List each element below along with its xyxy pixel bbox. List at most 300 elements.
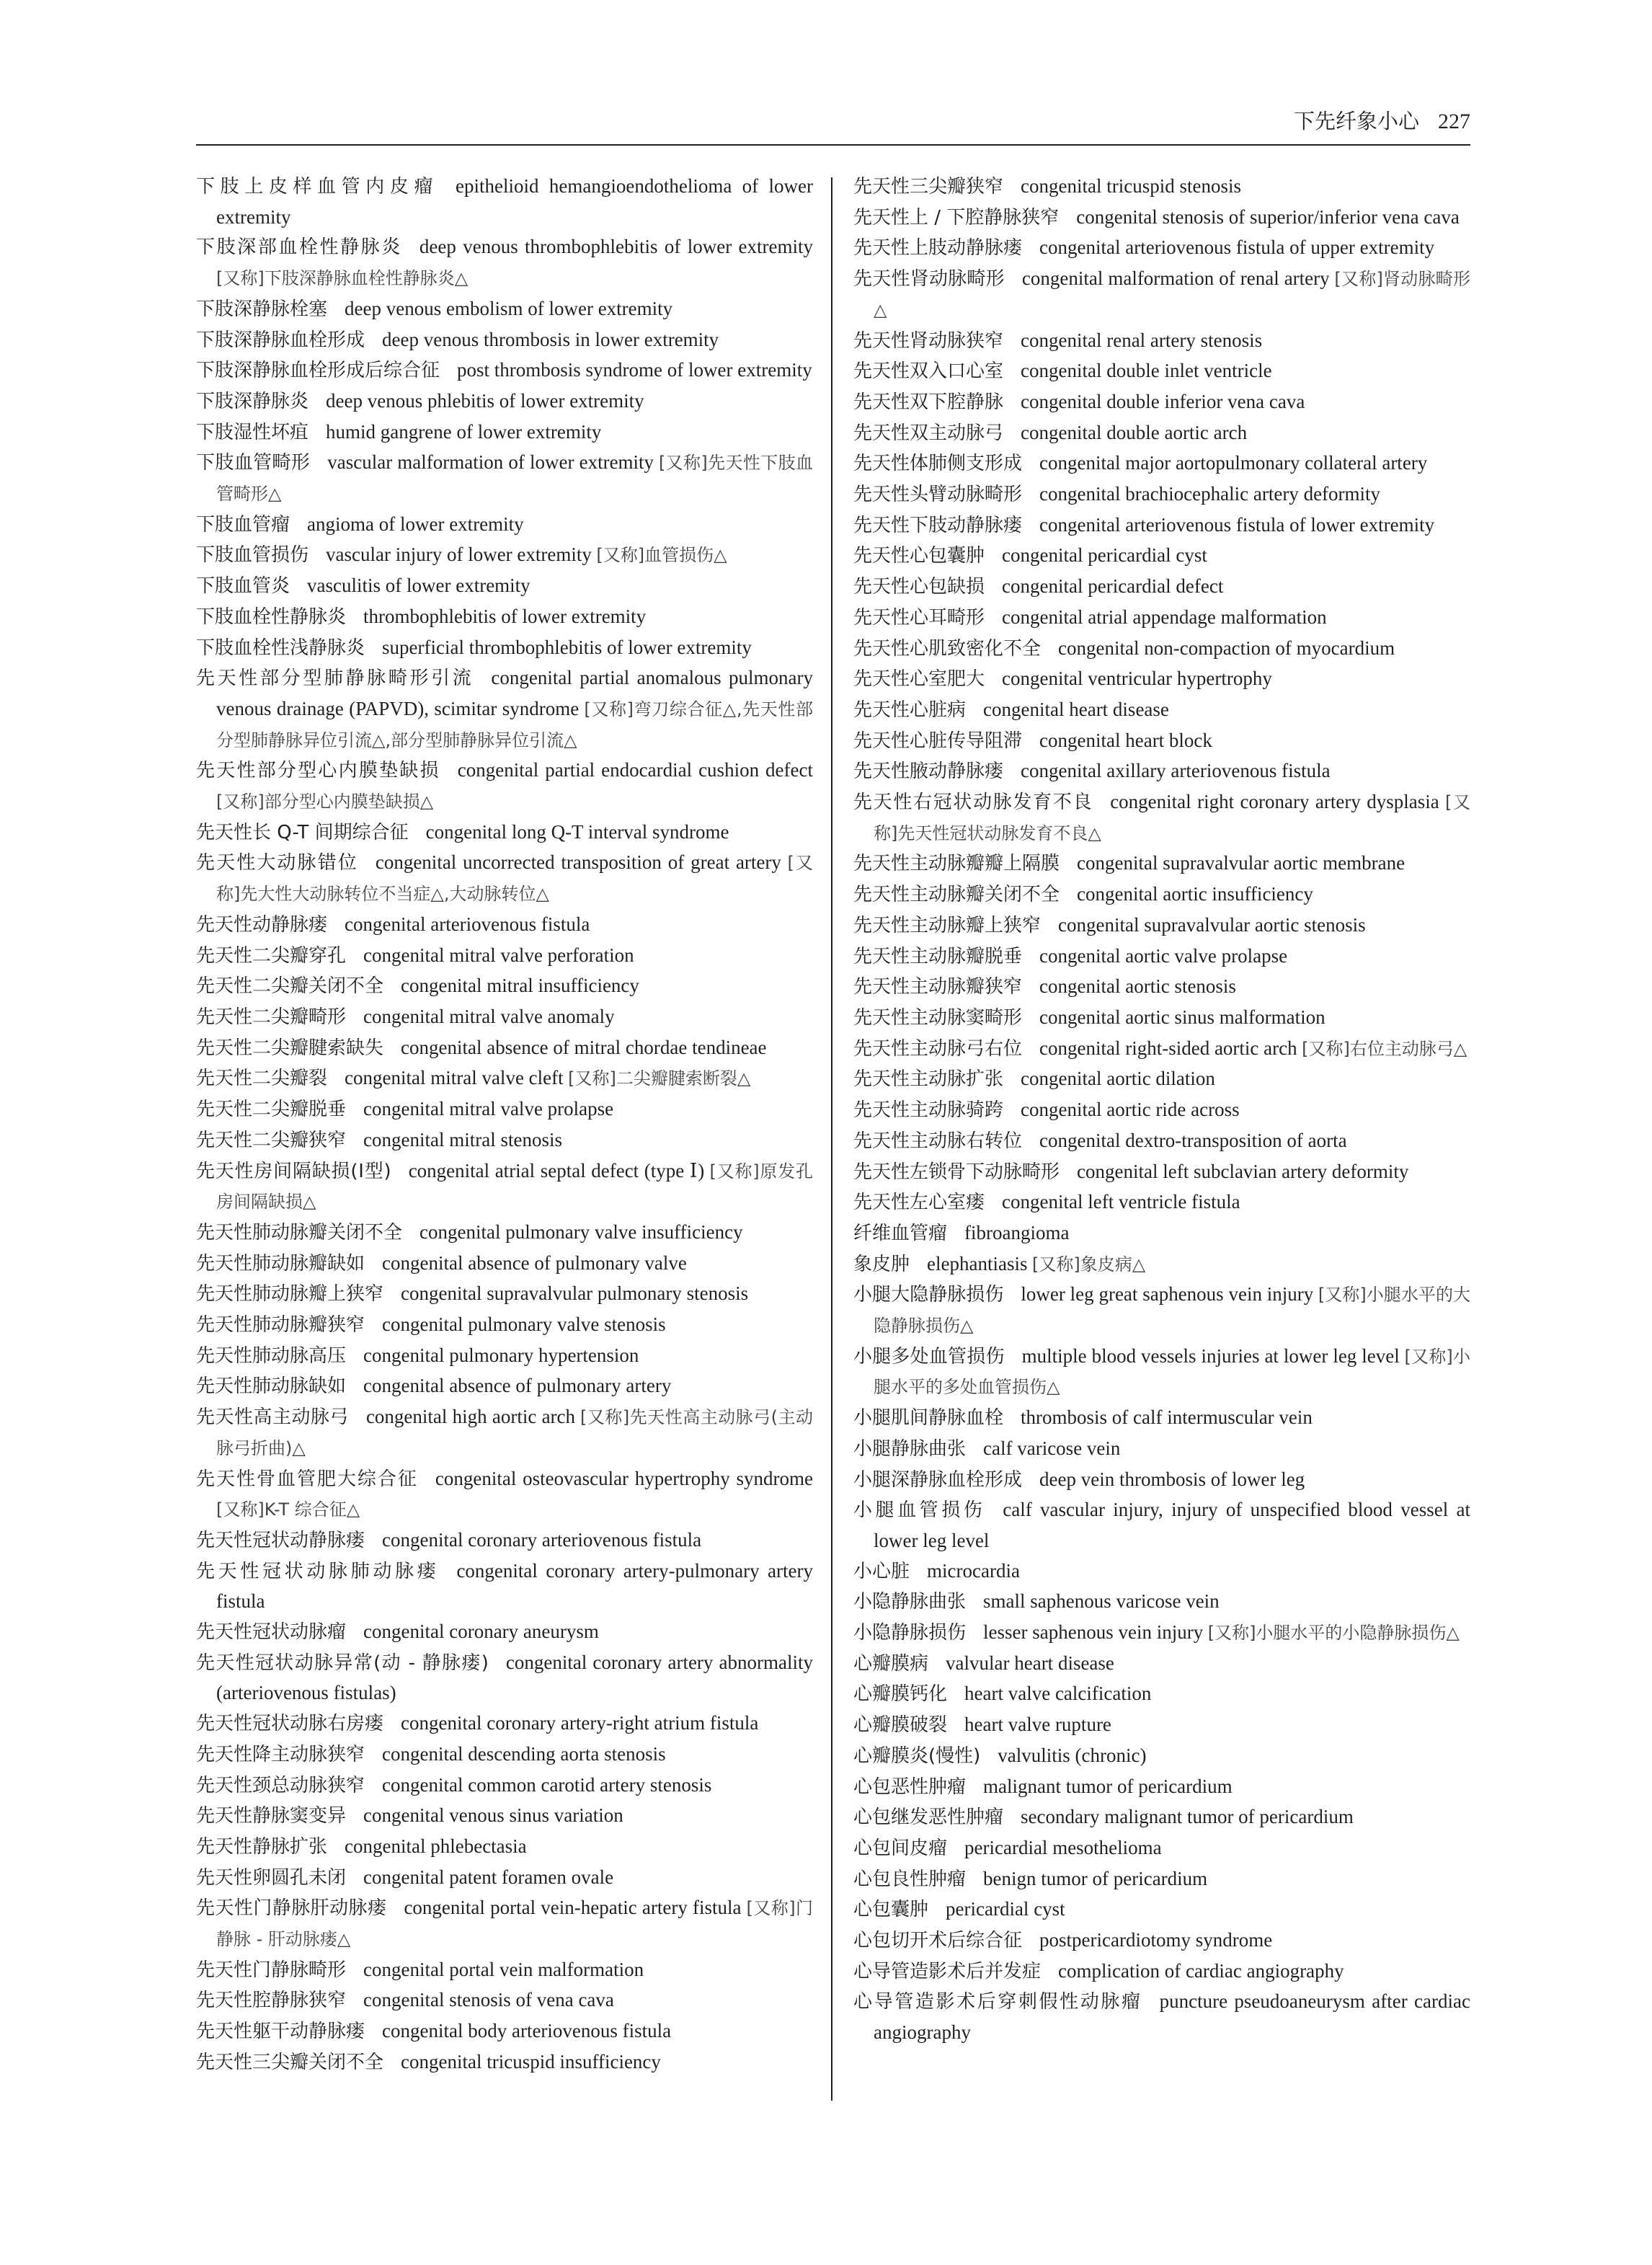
glossary-entry [853, 1403, 1470, 1434]
term-chinese: 先天性房间隔缺损(Ⅰ型) [196, 1160, 391, 1182]
right-column [853, 172, 1470, 2048]
term-english: deep venous embolism of lower extremity [345, 297, 673, 319]
glossary-entry [853, 1556, 1470, 1587]
glossary-entry [853, 1772, 1470, 1803]
term-english: vascular injury of lower extremity [326, 544, 592, 566]
term-english: post thrombosis syndrome of lower extremity [457, 359, 812, 381]
term-english: congenital venous sinus variation [363, 1804, 623, 1827]
glossary-entry [196, 510, 813, 541]
term-english: congenital supravalvular pulmonary stenosis [401, 1282, 749, 1305]
term-english: congenital portal vein malformation [363, 1958, 644, 1980]
term-english: deep venous thrombosis in lower extremity [382, 328, 719, 350]
term-chinese: 心包切开术后综合征 [853, 1930, 1023, 1952]
glossary-entry [853, 541, 1470, 572]
glossary-entry [853, 264, 1470, 325]
term-english: congenital right coronary artery dysplasia [1110, 791, 1439, 813]
term-chinese: 先天性主动脉瓣狭窄 [853, 976, 1023, 998]
term-chinese: 先天性主动脉窦畸形 [853, 1006, 1023, 1029]
glossary-entry [853, 1618, 1470, 1649]
term-chinese: 先天性肾动脉狭窄 [853, 329, 1004, 352]
glossary-entry [196, 417, 813, 448]
term-english: congenital heart disease [983, 698, 1169, 720]
term-chinese: 小腿多处血管损伤 [853, 1345, 1005, 1368]
term-english: vasculitis of lower extremity [307, 575, 530, 597]
term-alias: [又称]血管损伤△ [596, 545, 727, 566]
glossary-entry [853, 1034, 1470, 1065]
term-english: secondary malignant tumor of pericardium [1021, 1806, 1354, 1828]
glossary-entry [853, 1710, 1470, 1741]
term-chinese: 先天性腔静脉狭窄 [196, 1990, 347, 2012]
page-number: 227 [1438, 110, 1470, 133]
glossary-entry [196, 1094, 813, 1125]
glossary-entry [196, 1371, 813, 1402]
term-english: congenital pericardial defect [1002, 575, 1224, 598]
glossary-entry [196, 1708, 813, 1739]
term-chinese: 先天性二尖瓣脱垂 [196, 1099, 347, 1121]
term-english: congenital tricuspid insufficiency [401, 2050, 661, 2073]
term-chinese: 心瓣膜破裂 [853, 1714, 948, 1737]
glossary-entry [853, 1095, 1470, 1126]
term-chinese: 象皮肿 [853, 1253, 910, 1275]
glossary-entry [853, 572, 1470, 603]
term-chinese: 先天性主动脉瓣上狭窄 [853, 914, 1042, 936]
term-english: superficial thrombophlebitis of lower extremity [382, 636, 752, 658]
term-alias: [又称]K-T 综合征△ [216, 1499, 360, 1520]
term-chinese: 先天性心室肥大 [853, 668, 985, 691]
term-chinese: 心导管造影术后并发症 [853, 1960, 1042, 1982]
term-english: congenital mitral valve prolapse [363, 1098, 614, 1120]
term-alias: [又称]先天性下肢血管畸形△ [216, 453, 813, 505]
term-english: congenital pericardial cyst [1002, 544, 1207, 567]
glossary-entry [853, 1157, 1470, 1188]
glossary-entry [196, 1617, 813, 1648]
term-english: congenital aortic insufficiency [1077, 883, 1313, 905]
glossary-entry [853, 664, 1470, 695]
glossary-entry [196, 325, 813, 356]
glossary-entry [853, 418, 1470, 449]
glossary-entry [196, 971, 813, 1002]
term-english: congenital malformation of renal artery [1021, 267, 1330, 290]
term-chinese: 先天性双主动脉弓 [853, 422, 1004, 444]
glossary-entry [196, 1402, 813, 1463]
term-english: congenital tricuspid stenosis [1021, 175, 1241, 197]
term-english: congenital dextro-transposition of aorta [1039, 1129, 1347, 1151]
term-english: deep venous phlebitis of lower extremity [326, 389, 644, 412]
glossary-entry [196, 1648, 813, 1708]
term-chinese: 先天性肺动脉瓣缺如 [196, 1252, 365, 1275]
glossary-entry [853, 603, 1470, 634]
glossary-entry [196, 1893, 813, 1954]
term-chinese: 小隐静脉曲张 [853, 1591, 967, 1613]
term-chinese: 先天性骨血管肥大综合征 [196, 1468, 418, 1490]
term-chinese: 先天性二尖瓣裂 [196, 1068, 328, 1090]
glossary-entry [853, 1802, 1470, 1833]
term-chinese: 下肢深静脉血栓形成后综合征 [196, 360, 440, 382]
term-chinese: 先天性门静脉肝动脉瘘 [196, 1897, 387, 1920]
glossary-entry [196, 1556, 813, 1617]
term-chinese: 先天性主动脉扩张 [853, 1068, 1004, 1091]
term-chinese: 先天性上肢动静脉瘘 [853, 237, 1023, 260]
term-english: congenital brachiocephalic artery deformity [1039, 483, 1381, 505]
term-chinese: 先天性三尖瓣关闭不全 [196, 2051, 384, 2073]
term-alias: [又称]门静脉 - 肝动脉瘘△ [216, 1898, 814, 1950]
term-english: congenital aortic valve prolapse [1039, 944, 1288, 967]
glossary-entry [853, 1249, 1470, 1280]
term-english: congenital coronary artery-pulmonary artery fistula [216, 1559, 813, 1613]
term-chinese: 先天性长 Q-T 间期综合征 [196, 821, 409, 843]
glossary-entry [196, 386, 813, 417]
term-chinese: 下肢血管损伤 [196, 544, 309, 567]
term-chinese: 先天性上 / 下腔静脉狭窄 [853, 206, 1060, 229]
term-english: congenital absence of mitral chordae tendineae [401, 1036, 767, 1058]
glossary-entry [853, 1280, 1470, 1341]
running-head [1294, 107, 1470, 136]
glossary-entry [853, 1987, 1470, 2047]
term-chinese: 先天性心包缺损 [853, 576, 985, 598]
glossary-entry [853, 1495, 1470, 1556]
term-english: congenital mitral stenosis [363, 1128, 562, 1151]
term-english: benign tumor of pericardium [983, 1867, 1208, 1889]
term-chinese: 心包间皮瘤 [853, 1837, 948, 1859]
glossary-entry [196, 1279, 813, 1310]
term-english: humid gangrene of lower extremity [326, 420, 602, 443]
term-english: congenital major aortopulmonary collateral artery [1039, 452, 1428, 474]
glossary-entry [196, 571, 813, 602]
term-english: valvular heart disease [946, 1652, 1114, 1674]
term-english: congenital aortic sinus malformation [1039, 1006, 1325, 1028]
term-chinese: 先天性静脉窦变异 [196, 1805, 347, 1827]
glossary-entry [853, 1894, 1470, 1925]
term-chinese: 先天性左心室瘘 [853, 1192, 985, 1214]
glossary-entry [853, 879, 1470, 910]
term-english: congenital absence of pulmonary valve [382, 1251, 687, 1274]
glossary-entry [853, 1956, 1470, 1987]
term-alias: [又称]原发孔房间隔缺损△ [216, 1161, 813, 1213]
glossary-entry [196, 1218, 813, 1249]
term-chinese: 先天性冠状动静脉瘘 [196, 1529, 365, 1551]
term-english: complication of cardiac angiography [1058, 1959, 1344, 1982]
term-english: congenital coronary artery-right atrium fistula [401, 1712, 759, 1734]
glossary-entry [853, 1741, 1470, 1772]
term-chinese: 先天性二尖瓣畸形 [196, 1006, 347, 1028]
glossary-entry [853, 941, 1470, 972]
term-english: elephantiasis [927, 1252, 1028, 1275]
term-english: congenital long Q-T interval syndrome [425, 820, 729, 843]
term-english: congenital patent foramen ovale [363, 1866, 614, 1888]
term-chinese: 小腿血管损伤 [853, 1499, 986, 1522]
term-english: congenital portal vein-hepatic artery fistula [404, 1897, 742, 1919]
term-english: calf vascular injury, injury of unspecified blood vessel at lower leg level [874, 1499, 1470, 1551]
term-english: pericardial cyst [946, 1898, 1065, 1920]
term-english: lesser saphenous vein injury [983, 1621, 1204, 1644]
term-english: congenital ventricular hypertrophy [1002, 668, 1272, 690]
term-english: fibroangioma [964, 1221, 1070, 1244]
term-english: congenital arteriovenous fistula [345, 913, 590, 935]
glossary-entry [853, 848, 1470, 879]
term-chinese: 下肢血管畸形 [196, 452, 311, 474]
term-chinese: 下肢血栓性静脉炎 [196, 606, 347, 628]
term-alias: [又称]先天性高主动脉弓(主动脉弓折曲)△ [216, 1407, 814, 1458]
term-english: congenital absence of pulmonary artery [363, 1375, 672, 1397]
glossary-entry [196, 1985, 813, 2016]
term-english: congenital double aortic arch [1021, 421, 1248, 443]
glossary-entry [196, 1464, 813, 1525]
term-chinese: 先天性大动脉错位 [196, 852, 358, 874]
term-english: congenital non-compaction of myocardium [1058, 637, 1395, 659]
left-column [196, 172, 813, 2078]
term-english: postpericardiotomy syndrome [1039, 1929, 1273, 1951]
term-alias: [又称]小腿水平的大隐静脉损伤△ [874, 1285, 1470, 1337]
glossary-entry [853, 1187, 1470, 1218]
term-chinese: 小隐静脉损伤 [853, 1622, 967, 1644]
glossary-entry [853, 1833, 1470, 1864]
term-chinese: 下肢深静脉血栓形成 [196, 329, 365, 351]
term-english: congenital mitral valve perforation [363, 944, 634, 966]
glossary-entry [196, 1863, 813, 1894]
term-english: congenital stenosis of superior/inferior vena cava [1076, 205, 1460, 228]
term-alias: [又称]右位主动脉弓△ [1302, 1038, 1467, 1059]
term-chinese: 小腿肌间静脉血栓 [853, 1407, 1004, 1430]
term-english: small saphenous varicose vein [983, 1590, 1220, 1613]
glossary-entry [196, 1525, 813, 1556]
term-chinese: 下肢血栓性浅静脉炎 [196, 637, 365, 659]
glossary-entry [853, 1649, 1470, 1680]
term-chinese: 心包恶性肿瘤 [853, 1776, 967, 1798]
term-english: valvulitis (chronic) [998, 1744, 1147, 1766]
term-english: congenital double inlet ventricle [1021, 360, 1272, 382]
term-chinese: 先天性头臂动脉畸形 [853, 484, 1023, 506]
term-chinese: 心包继发恶性肿瘤 [853, 1807, 1004, 1829]
term-chinese: 下肢深静脉栓塞 [196, 298, 328, 320]
term-chinese: 下肢上皮样血管内皮瘤 [196, 176, 439, 198]
term-english: congenital heart block [1039, 729, 1212, 751]
glossary-entry [853, 1064, 1470, 1095]
term-chinese: 先天性颈总动脉狭窄 [196, 1774, 365, 1796]
glossary-entry [853, 1679, 1470, 1710]
glossary-entry [853, 972, 1470, 1003]
term-english: epithelioid hemangioendothelioma of lower extremity [216, 175, 813, 228]
term-chinese: 先天性主动脉右转位 [853, 1130, 1023, 1152]
term-chinese: 下肢深部血栓性静脉炎 [196, 236, 402, 259]
glossary-entry [853, 1342, 1470, 1403]
term-chinese: 先天性二尖瓣穿孔 [196, 944, 347, 967]
term-chinese: 先天性肺动脉瓣关闭不全 [196, 1221, 403, 1244]
term-chinese: 先天性二尖瓣关闭不全 [196, 975, 384, 998]
term-english: congenital common carotid artery stenosis [382, 1773, 712, 1796]
term-chinese: 先天性双入口心室 [853, 360, 1004, 383]
term-english: angioma of lower extremity [307, 513, 524, 535]
glossary-entry [853, 172, 1470, 203]
term-english: malignant tumor of pericardium [983, 1775, 1233, 1797]
term-chinese: 先天性冠状动脉肺动脉瘘 [196, 1560, 440, 1582]
glossary-entry [853, 1126, 1470, 1157]
glossary-entry [196, 1832, 813, 1863]
term-english: congenital aortic dilation [1021, 1068, 1215, 1090]
term-alias: [又称]肾动脉畸形△ [874, 269, 1470, 320]
glossary-entry [196, 1125, 813, 1156]
term-english: congenital mitral valve cleft [345, 1067, 564, 1089]
glossary-entry [196, 941, 813, 972]
term-chinese: 先天性部分型心内膜垫缺损 [196, 760, 440, 782]
term-chinese: 小腿深静脉血栓形成 [853, 1468, 1023, 1491]
term-chinese: 小心脏 [853, 1560, 910, 1582]
glossary-entry [196, 1063, 813, 1094]
term-english: congenital renal artery stenosis [1021, 329, 1263, 351]
term-english: congenital arteriovenous fistula of upper extremity [1039, 236, 1435, 259]
term-chinese: 先天性主动脉骑跨 [853, 1099, 1004, 1122]
term-chinese: 先天性冠状动脉异常(动 - 静脉瘘) [196, 1652, 489, 1674]
term-chinese: 先天性右冠状动脉发育不良 [853, 792, 1093, 814]
term-english: congenital coronary arteriovenous fistula [382, 1528, 702, 1551]
term-english: congenital supravalvular aortic membrane [1077, 852, 1405, 874]
glossary-entry [196, 1249, 813, 1280]
column-divider [831, 177, 832, 2101]
term-chinese: 先天性心包囊肿 [853, 545, 985, 567]
term-english: congenital uncorrected transposition of great artery [375, 851, 781, 874]
term-chinese: 先天性肺动脉瓣狭窄 [196, 1314, 365, 1337]
term-chinese: 先天性躯干动静脉瘘 [196, 2021, 365, 2043]
term-chinese: 先天性降主动脉狭窄 [196, 1743, 365, 1765]
term-english: congenital pulmonary hypertension [363, 1344, 639, 1366]
glossary-entry [853, 479, 1470, 510]
term-chinese: 心包囊肿 [853, 1899, 929, 1921]
term-chinese: 心瓣膜炎(慢性) [853, 1745, 981, 1767]
term-english: thrombophlebitis of lower extremity [363, 605, 647, 627]
glossary-entry [196, 232, 813, 293]
term-english: multiple blood vessels injuries at lower leg level [1021, 1344, 1400, 1367]
term-english: puncture pseudoaneurysm after cardiac angiography [874, 1990, 1470, 2044]
term-alias: [又称]小腿水平的多处血管损伤△ [874, 1346, 1471, 1398]
glossary-entry [853, 356, 1470, 387]
glossary-entry [853, 1003, 1470, 1034]
glossary-entry [196, 817, 813, 848]
glossary-entry [196, 355, 813, 386]
glossary-entry [853, 634, 1470, 665]
term-chinese: 纤维血管瘤 [853, 1222, 948, 1244]
term-chinese: 心瓣膜病 [853, 1652, 929, 1675]
term-chinese: 小腿大隐静脉损伤 [853, 1284, 1004, 1306]
term-english: congenital mitral valve anomaly [363, 1005, 615, 1027]
glossary-entry [196, 633, 813, 664]
term-english: congenital osteovascular hypertrophy syndrome [435, 1467, 813, 1489]
term-chinese: 先天性心肌致密化不全 [853, 637, 1042, 660]
term-chinese: 先天性主动脉瓣脱垂 [853, 945, 1023, 967]
glossary-entry [853, 756, 1470, 787]
term-chinese: 下肢血管瘤 [196, 513, 290, 536]
glossary-entry [196, 1002, 813, 1033]
term-english: deep vein thrombosis of lower leg [1039, 1468, 1305, 1490]
term-chinese: 先天性冠状动脉右房瘘 [196, 1713, 384, 1735]
term-chinese: 先天性高主动脉弓 [196, 1406, 349, 1429]
glossary-entry [853, 695, 1470, 726]
term-english: congenital body arteriovenous fistula [382, 2020, 672, 2042]
term-english: congenital phlebectasia [345, 1835, 527, 1857]
term-english: congenital supravalvular aortic stenosis [1058, 913, 1366, 936]
glossary-entry [196, 294, 813, 325]
term-chinese: 先天性肺动脉高压 [196, 1344, 347, 1367]
term-chinese: 先天性冠状动脉瘤 [196, 1621, 347, 1644]
term-alias: [又称]先大性大动脉转位不当症△,大动脉转位△ [216, 853, 813, 905]
term-english: calf varicose vein [983, 1437, 1121, 1459]
term-alias: [又称]象皮病△ [1031, 1254, 1146, 1275]
term-english: pericardial mesothelioma [964, 1836, 1162, 1858]
running-header [196, 107, 1470, 146]
term-english: congenital atrial septal defect (type Ⅰ) [408, 1159, 705, 1182]
glossary-entry [853, 1587, 1470, 1618]
term-alias: [又称]部分型心内膜垫缺损△ [216, 792, 434, 812]
term-english: congenital atrial appendage malformation [1002, 606, 1327, 628]
section-title: 下先纤象小心 [1293, 109, 1419, 133]
term-chinese: 先天性左锁骨下动脉畸形 [853, 1161, 1060, 1183]
term-chinese: 小腿静脉曲张 [853, 1437, 967, 1460]
glossary-entry [196, 1770, 813, 1801]
term-chinese: 先天性肾动脉畸形 [853, 268, 1005, 291]
glossary-entry [853, 1218, 1470, 1249]
term-english: congenital arteriovenous fistula of lower extremity [1039, 513, 1435, 536]
term-english: congenital partial anomalous pulmonary venous drainage (PAPVD), scimitar syndrome [216, 667, 813, 719]
term-chinese: 先天性主动脉瓣瓣上隔膜 [853, 853, 1060, 875]
term-english: congenital coronary aneurysm [363, 1621, 599, 1643]
glossary-entry [196, 1739, 813, 1770]
term-chinese: 心导管造影术后穿刺假性动脉瘤 [853, 1991, 1142, 2013]
glossary-entry [853, 203, 1470, 234]
glossary-entry [196, 848, 813, 909]
term-english: thrombosis of calf intermuscular vein [1021, 1406, 1313, 1429]
term-alias: [又称]先天性冠状动脉发育不良△ [874, 792, 1470, 843]
glossary-entry [196, 663, 813, 755]
term-chinese: 先天性心脏病 [853, 699, 967, 721]
term-chinese: 先天性肺动脉瓣上狭窄 [196, 1283, 384, 1306]
term-chinese: 先天性双下腔静脉 [853, 391, 1004, 413]
glossary-entry [196, 755, 813, 817]
glossary-entry [196, 2047, 813, 2078]
term-chinese: 心包良性肿瘤 [853, 1868, 967, 1890]
term-chinese: 先天性动静脉瘘 [196, 913, 328, 936]
term-english: congenital aortic ride across [1021, 1099, 1240, 1121]
glossary-entry [853, 1925, 1470, 1956]
term-english: congenital mitral insufficiency [401, 975, 639, 997]
term-english: congenital coronary artery abnormality (arteriovenous fistulas) [216, 1651, 813, 1704]
term-chinese: 先天性体肺侧支形成 [853, 453, 1023, 475]
glossary-entry [853, 387, 1470, 418]
term-chinese: 先天性下肢动静脉瘘 [853, 514, 1023, 536]
term-english: congenital aortic stenosis [1039, 975, 1236, 998]
glossary-entry [196, 172, 813, 232]
term-chinese: 下肢血管炎 [196, 575, 290, 598]
glossary-entry [196, 602, 813, 633]
term-english: lower leg great saphenous vein injury [1021, 1283, 1314, 1306]
term-chinese: 先天性卵圆孔未闭 [196, 1866, 347, 1889]
term-chinese: 先天性主动脉瓣关闭不全 [853, 884, 1060, 906]
glossary-entry [196, 1033, 813, 1064]
term-chinese: 先天性心耳畸形 [853, 606, 985, 629]
glossary-entry [853, 910, 1470, 941]
glossary-entry [196, 2016, 813, 2047]
term-english: heart valve calcification [964, 1683, 1152, 1705]
glossary-entry [853, 726, 1470, 757]
term-chinese: 先天性肺动脉缺如 [196, 1375, 347, 1398]
term-chinese: 下肢深静脉炎 [196, 390, 309, 412]
term-english: heart valve rupture [964, 1714, 1111, 1736]
term-english: congenital axillary arteriovenous fistula [1021, 760, 1331, 782]
glossary-entry [196, 1341, 813, 1372]
term-chinese: 先天性二尖瓣狭窄 [196, 1129, 347, 1151]
glossary-entry [853, 448, 1470, 479]
term-chinese: 先天性二尖瓣腱索缺失 [196, 1037, 384, 1059]
term-chinese: 先天性三尖瓣狭窄 [853, 176, 1004, 198]
term-english: vascular malformation of lower extremity [327, 451, 654, 474]
term-english: congenital partial endocardial cushion defect [457, 759, 813, 781]
